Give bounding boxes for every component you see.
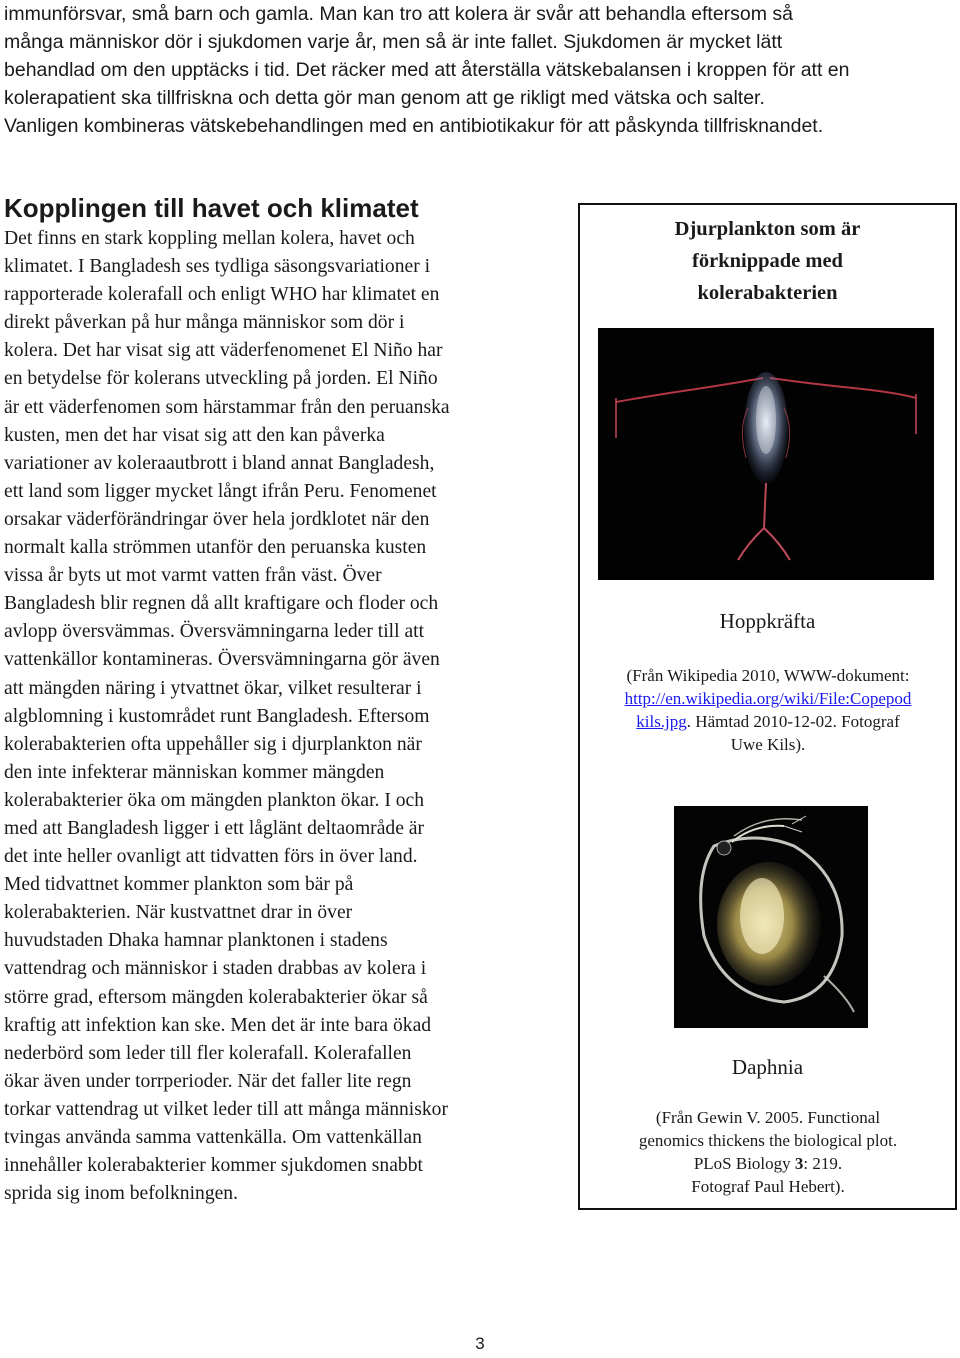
body-line: avlopp översvämmas. Översvämningarna leder till att bbox=[4, 621, 425, 643]
body-line: Bangladesh blir regnen då allt kraftigare och floder och bbox=[4, 593, 439, 615]
copepod-source-last: Uwe Kils). bbox=[730, 735, 806, 754]
daphnia-source-line: (Från Gewin V. 2005. Functional bbox=[655, 1108, 881, 1127]
body-line: kolerabakterien ofta uppehåller sig i djurplankton när bbox=[4, 733, 422, 755]
body-line: kolerabakterier öka om mängden plankton ökar. I och bbox=[4, 789, 425, 811]
sidebar-title-line: kolerabakterien bbox=[697, 282, 838, 304]
body-line: klimatet. I Bangladesh ses tydliga säsongsvariationer i bbox=[4, 256, 431, 278]
body-line: den inte infekterar människan kommer mängden bbox=[4, 761, 385, 783]
copepod-caption: Hoppkräfta bbox=[719, 609, 816, 633]
copepod-source bbox=[590, 664, 946, 756]
sidebar-title-line: förknippade med bbox=[692, 250, 843, 272]
section-body bbox=[4, 225, 564, 1208]
section-heading: Kopplingen till havet och klimatet bbox=[4, 193, 419, 223]
body-line: att mängden näring i ytvattnet ökar, vilket resulterar i bbox=[4, 677, 422, 699]
sidebar-title-line: Djurplankton som är bbox=[674, 218, 861, 240]
copepod-illustration bbox=[598, 328, 934, 580]
copepod-link-line2: kils.jpg bbox=[636, 712, 687, 731]
body-line: det inte heller ovanligt att tidvatten förs in över land. bbox=[4, 846, 418, 868]
body-line: Det finns en stark koppling mellan kolera, havet och bbox=[4, 228, 415, 249]
body-line: huvudstaden Dhaka hamnar planktonen i stadens bbox=[4, 930, 388, 952]
daphnia-source-volume: 3 bbox=[794, 1154, 804, 1173]
body-line: vissa år byts ut mot varmt vatten från väst. Över bbox=[4, 565, 382, 587]
daphnia-image bbox=[674, 806, 868, 1028]
intro-line: immunförsvar, små barn och gamla. Man kan tro att kolera är svår att behandla eftersom så bbox=[4, 3, 794, 25]
body-line: variationer av koleraautbrott i bland annat Bangladesh, bbox=[4, 452, 435, 474]
body-line: en betydelse för kolerans utveckling på jorden. El Niño bbox=[4, 368, 438, 390]
copepod-link-line1: http://en.wikipedia.org/wiki/File:Copepod bbox=[624, 689, 912, 708]
body-line: ett land som ligger mycket långt ifrån Peru. Fenomenet bbox=[4, 480, 437, 502]
body-line: större grad, eftersom mängden kolerabakterier ökar så bbox=[4, 986, 428, 1008]
body-line: tvingas använda samma vattenkälla. Om vattenkällan bbox=[4, 1127, 422, 1148]
intro-line: Vanligen kombineras vätskebehandlingen med en antibiotikakur för att påskynda tillfrisknandet. bbox=[4, 115, 824, 137]
body-line: orsakar väderförändringar över hela jordklotet när den bbox=[4, 508, 430, 530]
daphnia-source-pages: : 219. bbox=[803, 1154, 843, 1173]
copepod-image bbox=[598, 328, 934, 580]
body-line: är ett väderfenomen som härstammar från den peruanska bbox=[4, 396, 450, 418]
body-line: rapporterade kolerafall och enligt WHO har klimatet en bbox=[4, 284, 440, 306]
intro-paragraph bbox=[4, 0, 956, 140]
daphnia-source bbox=[590, 1106, 946, 1198]
intro-line: kolerapatient ska tillfriskna och detta gör man genom att ge rikligt med vätska och salter. bbox=[4, 87, 765, 109]
plankton-sidebar bbox=[578, 203, 957, 1210]
page-number: 3 bbox=[475, 1334, 485, 1353]
body-line: med att Bangladesh ligger i ett låglänt deltaområde är bbox=[4, 817, 425, 839]
body-line: direkt påverkan på hur många människor som dör i bbox=[4, 312, 405, 334]
body-line: algblomning i kustområdet runt Bangladesh. Eftersom bbox=[4, 705, 430, 727]
body-line: vattenkällor kontamineras. Översvämningarna gör även bbox=[4, 649, 440, 671]
body-line: normalt kalla strömmen utanför den peruanska kusten bbox=[4, 537, 427, 559]
body-line: torkar vattendrag ut vilket leder till att många människor bbox=[4, 1098, 448, 1120]
body-line: nederbörd som leder till fler kolerafall. Kolerafallen bbox=[4, 1042, 412, 1064]
body-line: sprida sig inom befolkningen. bbox=[4, 1183, 239, 1205]
body-line: ökar även under torrperioder. När det faller lite regn bbox=[4, 1070, 412, 1092]
body-line: kolerabakterien. När kustvattnet drar in över bbox=[4, 902, 353, 924]
sidebar-title bbox=[580, 213, 955, 309]
body-line: kusten, men det har visat sig att den kan påverka bbox=[4, 424, 385, 446]
daphnia-caption: Daphnia bbox=[731, 1055, 804, 1079]
copepod-source-prefix: (Från Wikipedia 2010, WWW-dokument: bbox=[626, 666, 910, 685]
intro-line: många människor dör i sjukdomen varje år, men så är inte fallet. Sjukdomen är mycket lätt bbox=[4, 31, 783, 53]
daphnia-source-line: Fotograf Paul Hebert). bbox=[691, 1177, 845, 1196]
body-line: kolera. Det har visat sig att väderfenomenet El Niño har bbox=[4, 340, 443, 362]
body-line: kraftig att infektion kan ske. Men det är inte bara ökad bbox=[4, 1014, 432, 1036]
body-line: vattendrag och människor i staden drabbas av kolera i bbox=[4, 958, 427, 980]
daphnia-source-line: genomics thickens the biological plot. bbox=[638, 1131, 898, 1150]
body-line: Med tidvattnet kommer plankton som bär på bbox=[4, 874, 354, 896]
copepod-source-after-link: . Hämtad 2010-12-02. Fotograf bbox=[686, 712, 900, 731]
daphnia-source-journal: PLoS Biology bbox=[693, 1154, 795, 1173]
intro-line: behandlad om den upptäcks i tid. Det räcker med att återställa vätskebalansen i kroppen för att en bbox=[4, 59, 850, 81]
daphnia-illustration bbox=[674, 806, 868, 1028]
body-line: innehåller kolerabakterier kommer sjukdomen snabbt bbox=[4, 1155, 423, 1177]
